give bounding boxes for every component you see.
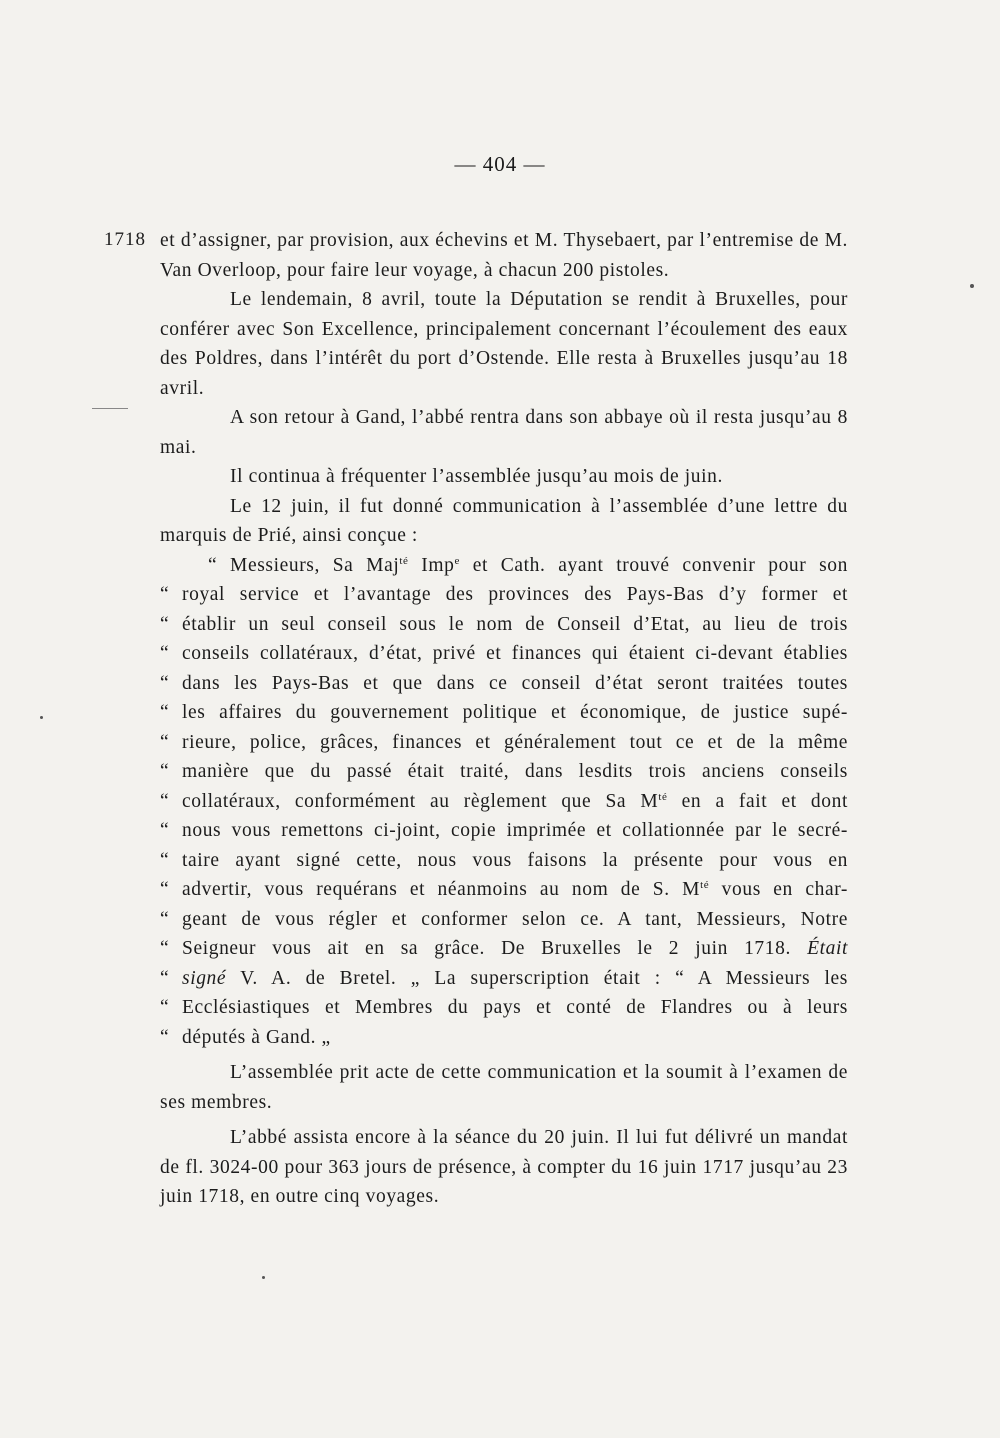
quote-mark: “: [160, 908, 170, 930]
quote-line: “ rieure, police, grâces, finances et généralement tout ce et de la même: [160, 728, 848, 758]
quote-line: “ taire ayant signé cette, nous vous faisons la présente pour vous en: [160, 846, 848, 876]
body-text: [160, 226, 848, 1212]
quote-mark: “: [160, 967, 170, 989]
quoted-letter: [160, 551, 848, 1053]
quote-mark: “: [160, 613, 170, 635]
paragraph: Le 12 juin, il fut donné communication à l’assemblée d’une lettre du marquis de Prié, ainsi conçue :: [160, 495, 848, 546]
quote-line: “ royal service et l’avantage des provinces des Pays-Bas d’y former et: [160, 580, 848, 610]
quote-line: “ geant de vous régler et conformer selon ce. A tant, Messieurs, Notre: [160, 905, 848, 935]
quote-line: “ dans les Pays-Bas et que dans ce conseil d’état seront traitées toutes: [160, 669, 848, 699]
quote-line: “ les affaires du gouvernement politique et économique, de justice supé-: [160, 698, 848, 728]
paper-speck: [40, 716, 43, 719]
quote-line: “ députés à Gand. „: [160, 1023, 848, 1053]
quote-line: “ manière que du passé était traité, dans lesdits trois anciens conseils: [160, 757, 848, 787]
margin-year: 1718: [104, 229, 146, 250]
quote-line: “ nous vous remettons ci-joint, copie imprimée et collationnée par le secré-: [160, 816, 848, 846]
paragraph: Le lendemain, 8 avril, toute la Députation se rendit à Bruxelles, pour conférer avec Son Excellence, principalement concernant l’écoulement des eaux des Poldres, dans l’intérêt du port d’Ostende. Elle resta à Bruxelles jusqu’au 18 avril.: [160, 289, 848, 399]
paragraph: L’assemblée prit acte de cette communication et la soumit à l’examen de ses membres.: [160, 1062, 848, 1113]
paragraph: A son retour à Gand, l’abbé rentra dans son abbaye où il resta jusqu’au 8 mai.: [160, 407, 848, 458]
paragraph: et d’assigner, par provision, aux échevins et M. Thysebaert, par l’entremise de M. Van Overloop, pour faire leur voyage, à chacun 200 pistoles.: [160, 230, 848, 281]
quote-line: “ Seigneur vous ait en sa grâce. De Bruxelles le 2 juin 1718. Était: [160, 934, 848, 964]
paragraph: L’abbé assista encore à la séance du 20 juin. Il lui fut délivré un mandat de fl. 3024-00 pour 363 jours de présence, à compter du 16 juin 1717 jusqu’au 23 juin 1718, en outre cinq voyages.: [160, 1127, 848, 1207]
paper-speck: [262, 1276, 265, 1279]
quote-mark: “: [160, 702, 170, 723]
quote-line: “ conseils collatéraux, d’état, privé et finances qui étaient ci-devant établies: [160, 639, 848, 669]
quote-mark: “: [160, 849, 170, 871]
quote-mark: “: [160, 1026, 170, 1048]
quote-mark: “: [160, 879, 170, 900]
quote-mark: “: [160, 761, 170, 782]
page-number: — 404 —: [454, 152, 546, 176]
quote-line: “ Ecclésiastiques et Membres du pays et conté de Flandres ou à leurs: [160, 993, 848, 1023]
quote-mark: “: [208, 554, 218, 576]
quote-line: “ établir un seul conseil sous le nom de Conseil d’Etat, au lieu de trois: [160, 610, 848, 640]
quote-mark: “: [160, 731, 170, 753]
quote-line: “ signé V. A. de Bretel. „ La superscription était : “ A Messieurs les: [160, 964, 848, 994]
quote-mark: “: [160, 643, 170, 664]
quote-line: “ collatéraux, conformément au règlement que Sa $M^{té}$ en a fait et dont: [160, 787, 848, 817]
quote-mark: “: [160, 820, 170, 841]
quote-mark: “: [160, 938, 170, 959]
quote-mark: “: [160, 584, 170, 605]
quote-mark: “: [160, 672, 170, 694]
quote-mark: “: [160, 997, 170, 1018]
quote-mark: “: [160, 790, 170, 812]
quote-line: “ Messieurs, Sa Maj$^{té}$ Imp$^e$ et Cath. ayant trouvé convenir pour son: [160, 551, 848, 581]
quote-line: “ advertir, vous requérans et néanmoins au nom de S. $M^{té}$ vous en char-: [160, 875, 848, 905]
paragraph: Il continua à fréquenter l’assemblée jusqu’au mois de juin.: [230, 466, 723, 487]
paper-speck: [970, 284, 974, 288]
margin-stroke: [92, 408, 128, 409]
